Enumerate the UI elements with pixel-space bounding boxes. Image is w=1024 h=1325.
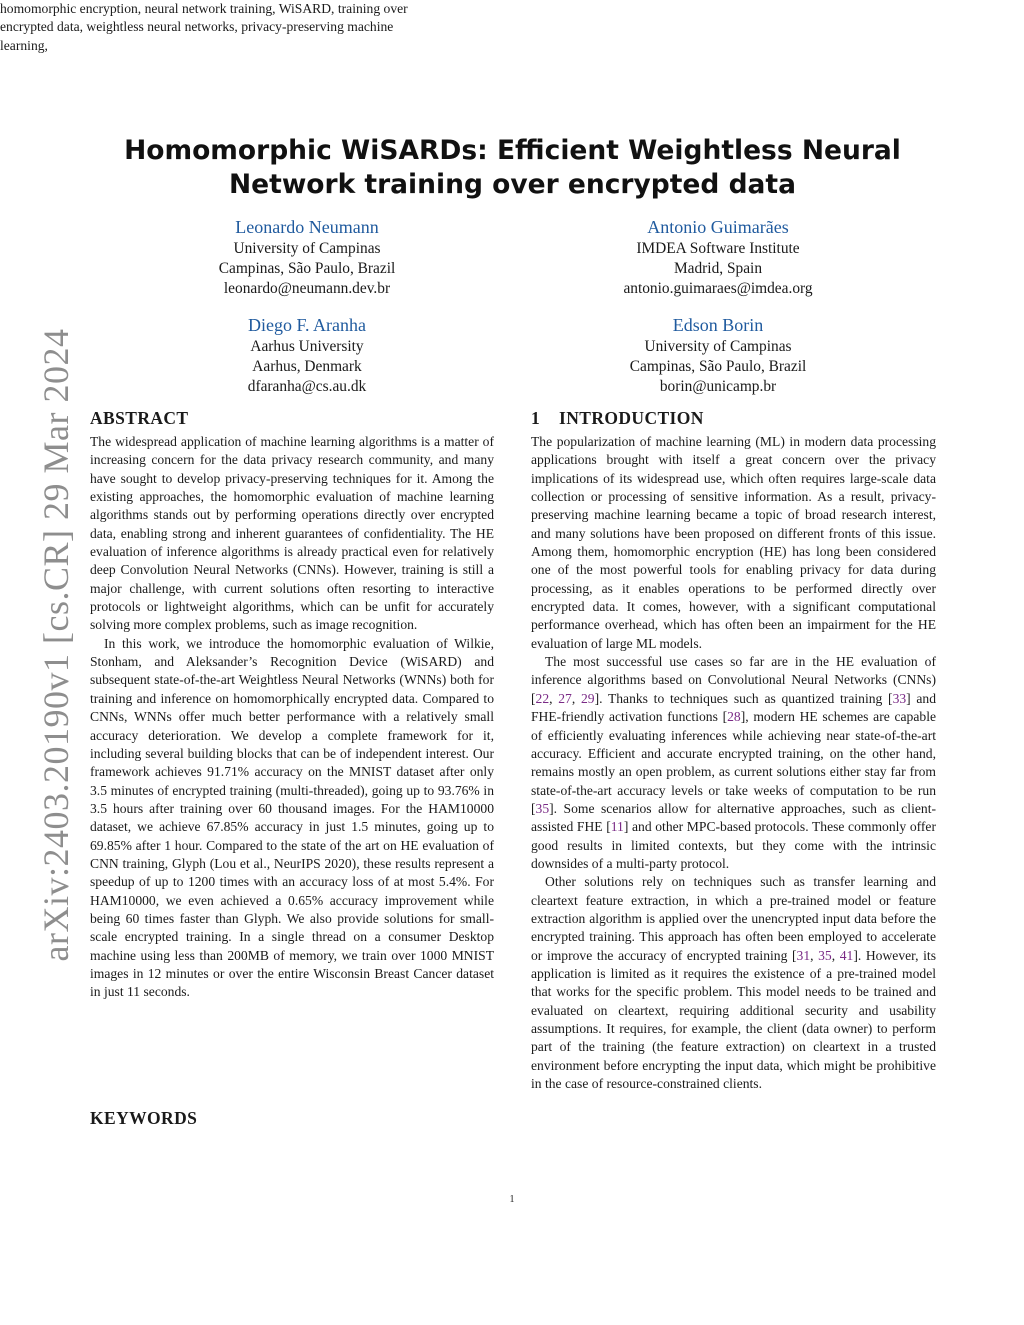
author-block bbox=[142, 216, 472, 299]
author-email: antonio.guimaraes@imdea.org bbox=[623, 280, 813, 297]
text-run: ]. Some scenarios allow for alternative approaches, such as client-assisted FHE [ bbox=[531, 800, 936, 835]
text-run: The most successful use cases so far are in the HE evaluation of inference algorithms based on Convolutional Neural Networks (CNNs) [ bbox=[531, 654, 936, 706]
citation-link[interactable]: 33 bbox=[892, 690, 907, 706]
text-run: , bbox=[571, 690, 581, 706]
author-block bbox=[142, 314, 472, 397]
author-location: Aarhus, Denmark bbox=[252, 358, 362, 375]
section-number: 1 bbox=[531, 408, 541, 428]
text-run: ] and FHE-friendly activation functions [ bbox=[531, 690, 937, 725]
author-affiliation: University of Campinas bbox=[644, 338, 792, 355]
author-location: Campinas, São Paulo, Brazil bbox=[218, 260, 396, 277]
text-run: , bbox=[549, 690, 559, 706]
author-location: Campinas, São Paulo, Brazil bbox=[629, 358, 807, 375]
abstract-heading: ABSTRACT bbox=[90, 408, 189, 428]
arxiv-identifier-stamp: arXiv:2403.20190v1 [cs.CR] 29 Mar 2024 bbox=[36, 328, 76, 962]
intro-paragraph bbox=[531, 653, 936, 873]
citation-link[interactable]: 41 bbox=[839, 947, 854, 963]
section-title: INTRODUCTION bbox=[559, 408, 704, 428]
text-run: , bbox=[831, 947, 840, 963]
citation-link[interactable]: 28 bbox=[727, 709, 741, 725]
keywords-body bbox=[0, 0, 428, 55]
author-email: borin@unicamp.br bbox=[659, 378, 777, 395]
author-name[interactable]: Diego F. Aranha bbox=[247, 315, 367, 335]
citation-link[interactable]: 27 bbox=[558, 690, 572, 706]
citation-link[interactable]: 35 bbox=[535, 800, 550, 816]
author-block bbox=[553, 314, 883, 397]
author-email: leonardo@neumann.dev.br bbox=[223, 280, 391, 297]
text-run: ]. Thanks to techniques such as quantized training [ bbox=[594, 690, 893, 706]
author-affiliation: IMDEA Software Institute bbox=[636, 240, 800, 257]
paper-title: Homomorphic WiSARDs: Efficient Weightless Neural Network training over encrypted data bbox=[124, 135, 901, 200]
introduction-heading bbox=[531, 408, 704, 429]
citation-link[interactable]: 35 bbox=[818, 947, 832, 963]
author-name[interactable]: Antonio Guimarães bbox=[647, 217, 789, 237]
intro-paragraph bbox=[531, 873, 936, 1093]
text-run: ] and other MPC-based protocols. These commonly offer good results in limited contexts, but they come with the intrinsic downsides of a multi-party protocol. bbox=[531, 819, 936, 871]
abstract-paragraph: The widespread application of machine learning algorithms is a matter of increasing concern for the data privacy research community, and many have sought to develop privacy-preserving techniques for it. Among the existing approaches, the homomorphic evaluation of machine learning algorithms stands out by performing operations directly over encrypted data, enabling strong and inherent guarantees of confidentiality. The HE evaluation of inference algorithms is already practical even for relatively deep Convolution Neural Networks (CNNs). However, training is still a major challenge, with current solutions often resorting to interactive protocols or lightweight algorithms, which can be unfit for accurately solving more complex problems, such as image recognition. bbox=[90, 434, 494, 633]
author-name[interactable]: Leonardo Neumann bbox=[235, 217, 379, 237]
author-email: dfaranha@cs.au.dk bbox=[247, 378, 367, 395]
text-run: ]. However, its application is limited as it requires the existence of a pre-trained model that works for the specific problem. This model needs to be trained and evaluated on cleartext, requiring additional security and usability assumptions. It requires, for example, the client (data owner) to perform part of the training (the feature extraction) on cleartext in a trusted environment before encrypting the input data, which might be prohibitive in the case of resource-constrained clients. bbox=[531, 947, 936, 1092]
author-block bbox=[553, 216, 883, 299]
author-location: Madrid, Spain bbox=[673, 260, 763, 277]
keywords-heading: KEYWORDS bbox=[90, 1108, 198, 1128]
author-affiliation: University of Campinas bbox=[233, 240, 381, 257]
text-run: , bbox=[810, 947, 819, 963]
citation-link[interactable]: 29 bbox=[580, 690, 595, 706]
citation-link[interactable]: 22 bbox=[535, 690, 550, 706]
text-run: ], modern HE schemes are capable of efficiently evaluating inferences while achieving near state-of-the-art accuracy. Efficient and accurate encrypted training, on the other hand, remains mostly an open problem, as current solutions either stay far from state-of-the-art accuracy levels or take weeks of computation to be run [ bbox=[531, 709, 936, 816]
abstract-paragraph: In this work, we introduce the homomorphic evaluation of Wilkie, Stonham, and Aleksander’s Recognition Device (WiSARD) and subsequent state-of-the-art Weightless Neural Networks (WNNs) both for training and inference on homomorphically encrypted data. Compared to CNNs, WNNs offer much better performance with a relatively small accuracy deterioration. We develop a complete framework for it, including several building blocks that can be of independent interest. Our framework achieves 91.71% accuracy on the MNIST dataset after only 3.5 minutes of encrypted training (multi-threaded), going up to 93.76% in 3.5 hours after training over 60 thousand images. For the HAM10000 dataset, we achieve 67.85% accuracy in just 1.5 minutes, going up to 69.85% after 1 hour. Compared to the state of the art on HE evaluation of CNN training, Glyph (Lou et al., NeurIPS 2020), these results represent a speedup of up to 1200 times with an accuracy loss of at most 5.4%. For HAM10000, we even achieved a 0.65% accuracy improvement while being 60 times faster than Glyph. We also provide solutions for small-scale encrypted training. In a single thread on a consumer Desktop machine using less than 200MB of memory, we train over 1000 MNIST images in 12 minutes or over the entire Wisconsin Breast Cancer dataset in just 11 seconds. bbox=[90, 635, 494, 1000]
abstract-body bbox=[90, 433, 494, 1002]
page-number: 1 bbox=[509, 1194, 515, 1205]
citation-link[interactable]: 31 bbox=[796, 947, 811, 963]
author-affiliation: Aarhus University bbox=[250, 338, 364, 355]
citation-link[interactable]: 11 bbox=[610, 819, 624, 835]
intro-paragraph: The popularization of machine learning (ML) in modern data processing applications brought with itself a great concern over the privacy implications of its widespread use, which often requires large-scale data collection or processing of sensitive information. As a result, privacy-preserving machine learning became a topic of broad research interest, and many solutions have been proposed on different fronts of this issue. Among them, homomorphic encryption (HE) has long been considered one of the most powerful tools for enabling privacy for data during processing, as it enables operations to be performed directly over encrypted data. It comes, however, with a significant computational performance overhead, which has often been an impairment for the HE evaluation of large ML models. bbox=[531, 434, 936, 651]
keywords-text: homomorphic encryption, neural network training, WiSARD, training over encrypted data, weightless neural networks, privacy-preserving machine learning, bbox=[0, 1, 408, 53]
introduction-body bbox=[531, 433, 936, 1093]
text-run: Other solutions rely on techniques such as transfer learning and cleartext feature extraction, in which a pre-trained model or feature extraction algorithm is applied over the unencrypted input data before the encrypted training. This approach has often been employed to accelerate or improve the accuracy of encrypted training [ bbox=[531, 874, 936, 963]
author-name[interactable]: Edson Borin bbox=[672, 315, 764, 335]
